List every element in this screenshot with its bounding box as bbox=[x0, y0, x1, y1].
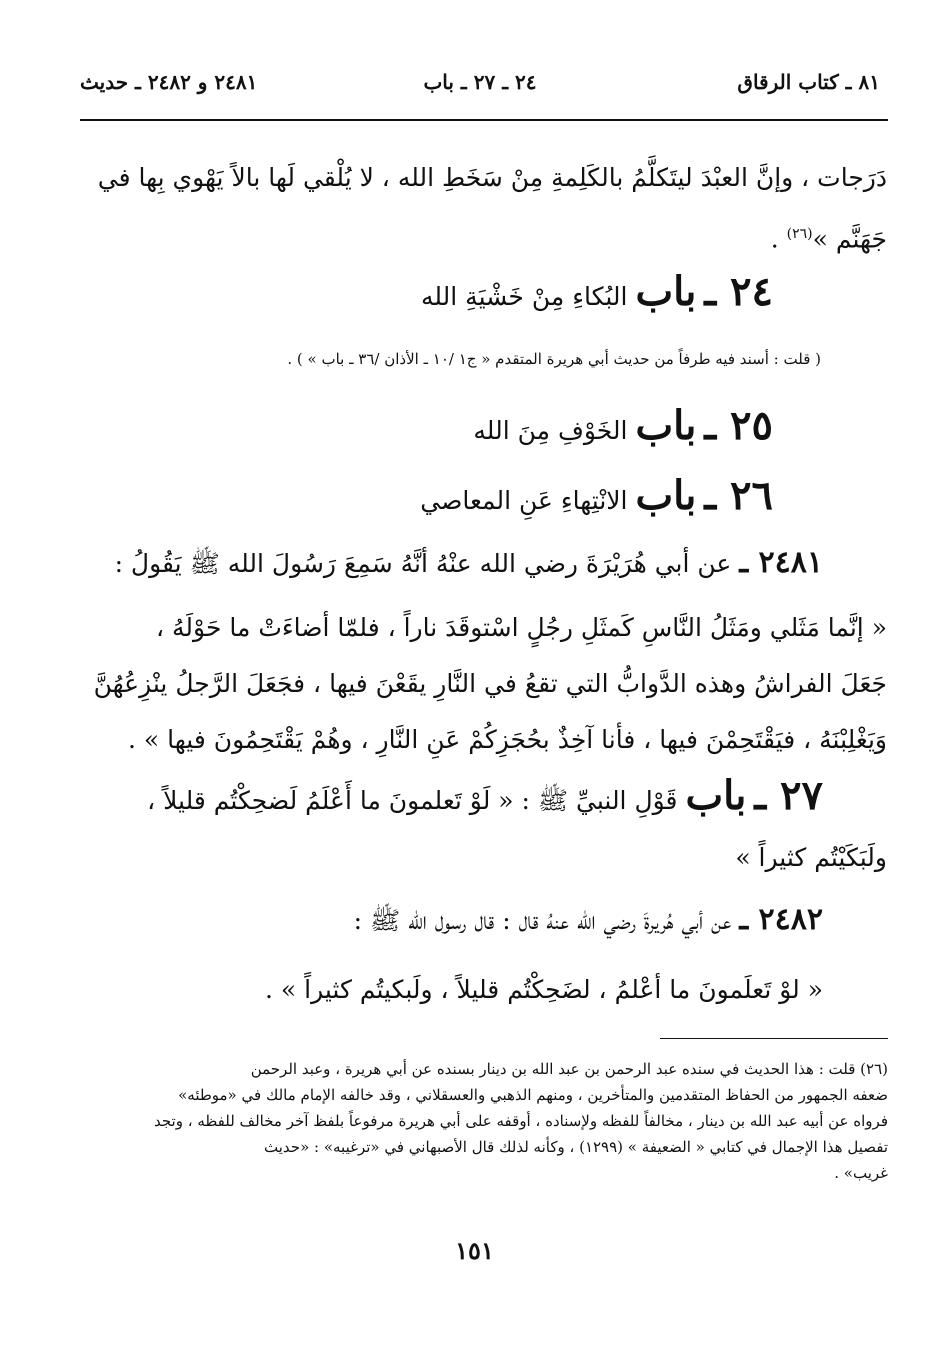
hadith-text-line: وَيَغْلِبْنَهُ ، فيَقْتَحِمْنَ فيها ، فأنا آخِذٌ بحُجَزِكُمْ عَنِ النَّارِ ، وهُمْ يَقْتَحِمُونَ فيها » . bbox=[128, 725, 887, 754]
text-fragment: جَهَنَّم » bbox=[812, 224, 887, 254]
text-line bbox=[771, 206, 887, 267]
text-line: دَرَجات ، وإنَّ العبْدَ ليتَكلَّمُ بالكَلِمةِ مِنْ سَخَطِ الله ، لا يُلْقي لَها بالاً يَهْوي بِها في bbox=[97, 163, 887, 192]
hadith-intro bbox=[115, 545, 823, 585]
footnote-line: تفصيل هذا الإجمال في كتابي « الضعيفة » (١٢٩٩) ، وكأنه لذلك قال الأصبهاني في «ترغيبه» : «حديث bbox=[264, 1138, 888, 1156]
chapter-heading bbox=[473, 402, 773, 449]
chapter-word: باب bbox=[635, 402, 697, 449]
chapter-title: الخَوْفِ مِنَ الله bbox=[473, 416, 628, 445]
hadith-text-line: « إنَّما مَثَلي ومَثَلُ النَّاسِ كَمثَلِ رجُلٍ اسْتوقَدَ ناراً ، فلمّا أضاءَتْ ما حَوْلَهُ ، bbox=[156, 613, 887, 642]
chapter-word: باب bbox=[635, 472, 697, 519]
footnote-line: فرواه عن أبيه عبد الله بن دينار ، مخالفاً للفظه ولإسناده ، أوقفه على أبي هريرة مرفوعاً بلفظ آخر مخالف للفظه ، وتجد bbox=[153, 1112, 888, 1130]
chapter-heading bbox=[147, 772, 823, 822]
page-number: ١٥١ bbox=[455, 1236, 494, 1265]
hadith-intro bbox=[354, 902, 823, 942]
header-sections: ٢٤ ـ ٢٧ ـ باب bbox=[423, 70, 537, 94]
chapter-title-continued: ولَبَكَيْتُم كثيراً » bbox=[735, 843, 887, 872]
footnote-line: غريب» . bbox=[834, 1164, 888, 1182]
chapter-number: ٢٧ ـ bbox=[754, 772, 823, 819]
hadith-isnad: عن أبي هُرَيْرَةَ رضي الله عنْهُ أنَّهُ سَمِعَ رَسُولَ الله ﷺ يَقُولُ : bbox=[114, 549, 732, 578]
hadith-number: ٢٤٨١ ـ bbox=[739, 545, 823, 580]
chapter-title: قَوْلِ النبيِّ ﷺ : « لَوْ تَعلمونَ ما أَعْلَمُ لَضحِكْتُم قليلاً ، bbox=[147, 786, 678, 815]
footnote-line: ضعفه الجمهور من الحفاظ المتقدمين والمتأخرين ، ومنهم الذهبي والعسقلاني ، وقد خالفه الإمام مالك في «موطئه» bbox=[178, 1086, 888, 1104]
hadith-text-line: جَعَلَ الفراشُ وهذه الدَّوابُّ التي تقعُ في النَّارِ يقَعْنَ فيها ، فجَعَلَ الرَّجلُ ينْزِعُهُنَّ bbox=[93, 669, 887, 698]
chapter-heading bbox=[421, 268, 773, 315]
chapter-number: ٢٥ ـ bbox=[704, 402, 773, 449]
footnote-marker: (٢٦) bbox=[786, 226, 813, 242]
header-chapter: ٨١ ـ كتاب الرقاق bbox=[737, 70, 880, 94]
header-rule bbox=[80, 119, 888, 121]
hadith-number: ٢٤٨٢ ـ bbox=[739, 902, 823, 937]
chapter-word: باب bbox=[685, 772, 747, 819]
hadith-text-line: « لوْ تَعلَمونَ ما أعْلمُ ، لضَحِكْتُم قليلاً ، ولَبكيتُم كثيراً » . bbox=[265, 975, 823, 1004]
text-fragment: . bbox=[770, 224, 787, 254]
chapter-title: البُكاءِ مِنْ خَشْيَةِ الله bbox=[420, 282, 628, 311]
chapter-number: ٢٤ ـ bbox=[704, 268, 773, 315]
chapter-title: الانْتِهاءِ عَنِ المعاصي bbox=[420, 486, 628, 515]
footnote-line: (٢٦) قلت : هذا الحديث في سنده عبد الرحمن بن عبد الله بن دينار بسنده عن أبي هريرة ، وعبد الرحمن bbox=[250, 1060, 888, 1078]
editor-note: ( قلت : أسند فيه طرفاً من حديث أبي هريرة المتقدم « ج١ /١٠ ـ الأذان /٣٦ ـ باب » ) . bbox=[287, 350, 821, 368]
chapter-heading bbox=[420, 472, 773, 519]
header-hadith-range: ٢٤٨١ و ٢٤٨٢ ـ حديث bbox=[80, 70, 258, 94]
footnote-rule bbox=[660, 1038, 888, 1039]
chapter-number: ٢٦ ـ bbox=[704, 472, 773, 519]
chapter-word: باب bbox=[635, 268, 697, 315]
running-header bbox=[80, 70, 880, 110]
hadith-isnad: عن أبي هُريرةَ رضي الله عنهُ قال : قال رسول الله ﷺ : bbox=[353, 906, 732, 935]
